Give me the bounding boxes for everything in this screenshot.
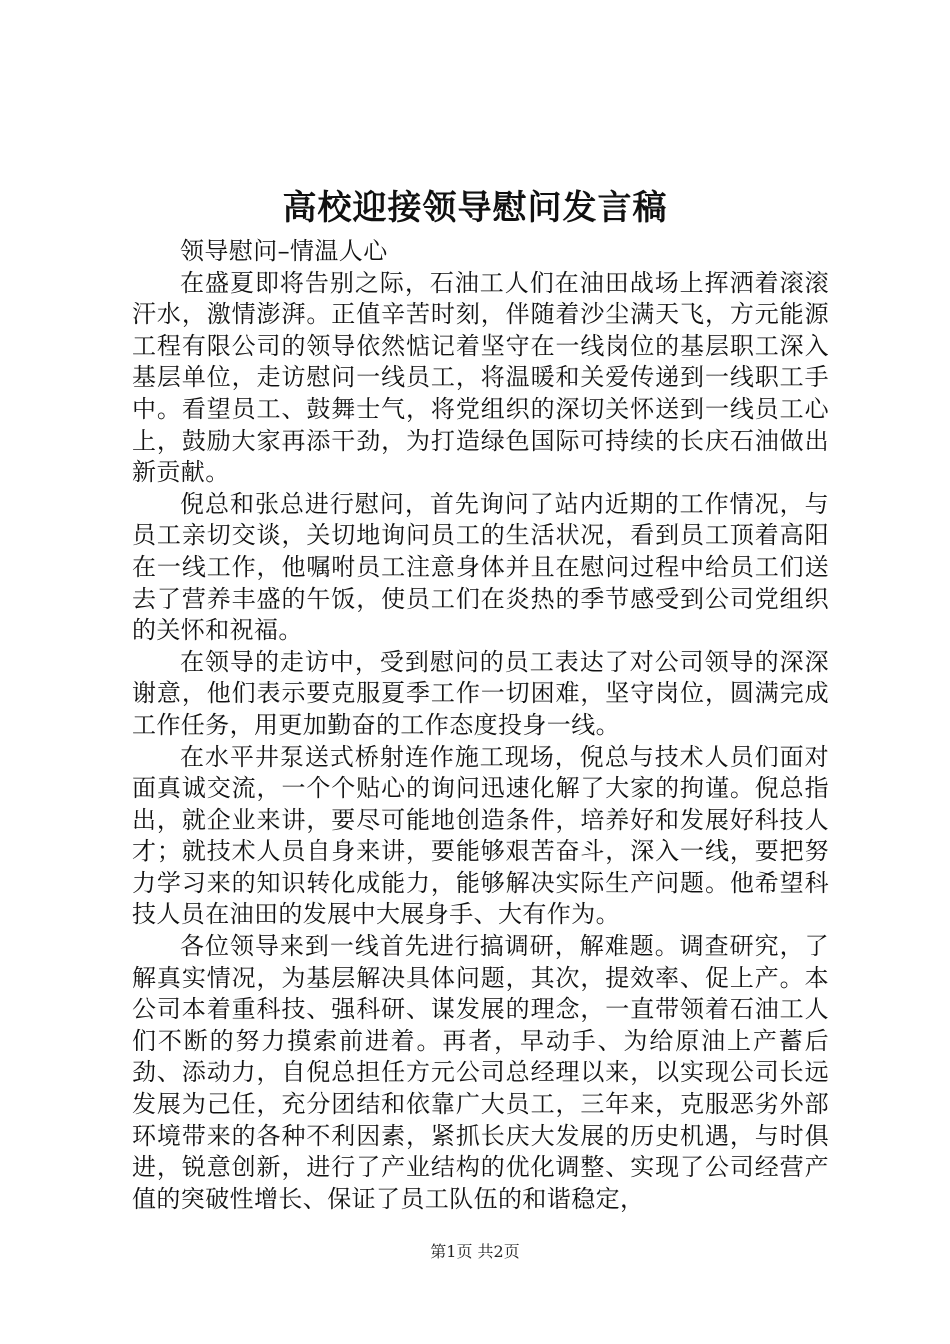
page-number-footer: 第1页 共2页 xyxy=(430,1242,520,1261)
subtitle-paragraph: 领导慰问–情温人心 xyxy=(180,237,388,265)
body-paragraph: 倪总和张总进行慰问，首先询问了站内近期的工作情况，与员工亲切交谈，关切地询问员工的生活状况，看到员工顶着高阳在一线工作，他嘱咐员工注意身体并且在慰问过程中给员工们送去了营养丰盛的午饭，使员工们在炎热的季节感受到公司党组织的关怀和祝福。 xyxy=(132,489,829,645)
body-paragraph: 在领导的走访中，受到慰问的员工表达了对公司领导的深深谢意，他们表示要克服夏季工作一切困难，坚守岗位，圆满完成工作任务，用更加勤奋的工作态度投身一线。 xyxy=(132,647,829,739)
document-title: 高校迎接领导慰问发言稿 xyxy=(282,188,668,228)
body-paragraph: 在盛夏即将告别之际，石油工人们在油田战场上挥洒着滚滚汗水，激情澎湃。正值辛苦时刻，伴随着沙尘满天飞，方元能源工程有限公司的领导依然惦记着坚守在一线岗位的基层职工深入基层单位，走访慰问一线员工，将温暖和关爱传递到一线职工手中。看望员工、鼓舞士气，将党组织的深切关怀送到一线员工心上，鼓励大家再添干劲，为打造绿色国际可持续的长庆石油做出新贡献。 xyxy=(132,268,829,487)
document-body xyxy=(132,236,829,1215)
body-paragraph: 各位领导来到一线首先进行搞调研，解难题。调查研究，了解真实情况，为基层解决具体问题，其次，提效率、促上产。本公司本着重科技、强科研、谋发展的理念，一直带领着石油工人们不断的努力摸索前进着。再者，早动手、为给原油上产蓄后劲、添动力，自倪总担任方元公司总经理以来，以实现公司长远发展为己任，充分团结和依靠广大员工，三年来，克服恶劣外部环境带来的各种不利因素，紧抓长庆大发展的历史机遇，与时俱进，锐意创新，进行了产业结构的优化调整、实现了公司经营产值的突破性增长、保证了员工队伍的和谐稳定， xyxy=(132,932,829,1213)
body-paragraph: 在水平井泵送式桥射连作施工现场，倪总与技术人员们面对面真诚交流，一个个贴心的询问迅速化解了大家的拘谨。倪总指出，就企业来讲，要尽可能地创造条件，培养好和发展好科技人才；就技术人员自身来讲，要能够艰苦奋斗，深入一线，要把努力学习来的知识转化成能力，能够解决实际生产问题。他希望科技人员在油田的发展中大展身手、大有作为。 xyxy=(132,742,829,929)
